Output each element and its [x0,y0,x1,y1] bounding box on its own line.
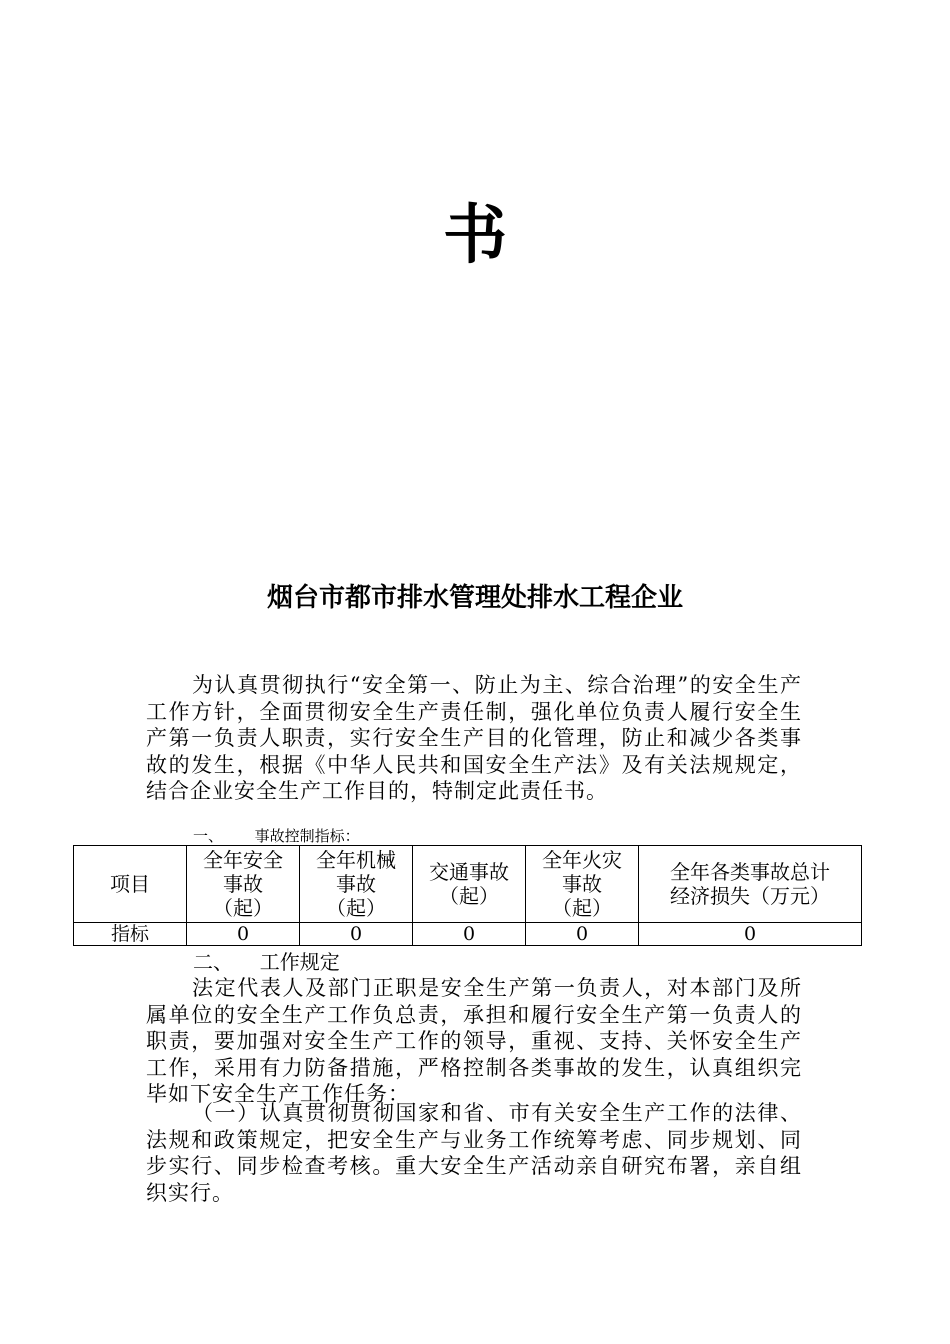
header-item: 项目 [74,846,187,923]
table-header-row [74,846,862,923]
intro-paragraph: 为认真贯彻执行“安全第一、防止为主、综合治理”的安全生产工作方针，全面贯彻安全生产责任制，强化单位负责人履行安全生产第一负责人职责，实行安全生产目的化管理，防止和减少各类事故的发生，根据《中华人民共和国安全生产法》及有关法规规定，结合企业安全生产工作目的，特制定此责任书。 [146,673,802,803]
table-cell: 0 [526,923,639,946]
section-2-heading [193,950,340,974]
header-machinery-accidents: 全年机械 事故 （起） [300,846,413,923]
table-cell: 0 [187,923,300,946]
header-total-economic-loss: 全年各类事故总计 经济损失（万元） [639,846,862,923]
table-cell: 0 [300,923,413,946]
table-cell: 0 [413,923,526,946]
cover-character: 书 [443,198,507,273]
table-row [74,923,862,946]
duties-paragraph: 法定代表人及部门正职是安全生产第一负责人，对本部门及所属单位的安全生产工作负总责，承担和履行安全生产第一负责人的职责，要加强对安全生产工作的领导，重视、支持、关怀安全生产工作，采用有力防备措施，严格控制各类事故的发生，认真组织完毕如下安全生产工作任务： [146,976,802,1106]
row-label: 指标 [74,923,187,946]
header-fire-accidents: 全年火灾 事故 （起） [526,846,639,923]
document-title: 烟台市都市排水管理处排水工程企业 [266,583,683,613]
table-cell: 0 [639,923,862,946]
section-1-number: 一、 [193,827,224,845]
header-safety-accidents: 全年安全 事故 （起） [187,846,300,923]
section-2-number: 二、 [193,950,233,974]
header-traffic-accidents: 交通事故 （起） [413,846,526,923]
section-2-label: 工作规定 [259,950,340,974]
section-1-label: 事故控制指标： [254,827,360,845]
accident-metrics-table [73,845,862,946]
section-1-heading [193,826,360,846]
task-1-paragraph: （一）认真贯彻贯彻国家和省、市有关安全生产工作的法律、法规和政策规定，把安全生产与业务工作统筹考虑、同步规划、同步实行、同步检查考核。重大安全生产活动亲自研究布署，亲自组织实行。 [146,1101,802,1205]
